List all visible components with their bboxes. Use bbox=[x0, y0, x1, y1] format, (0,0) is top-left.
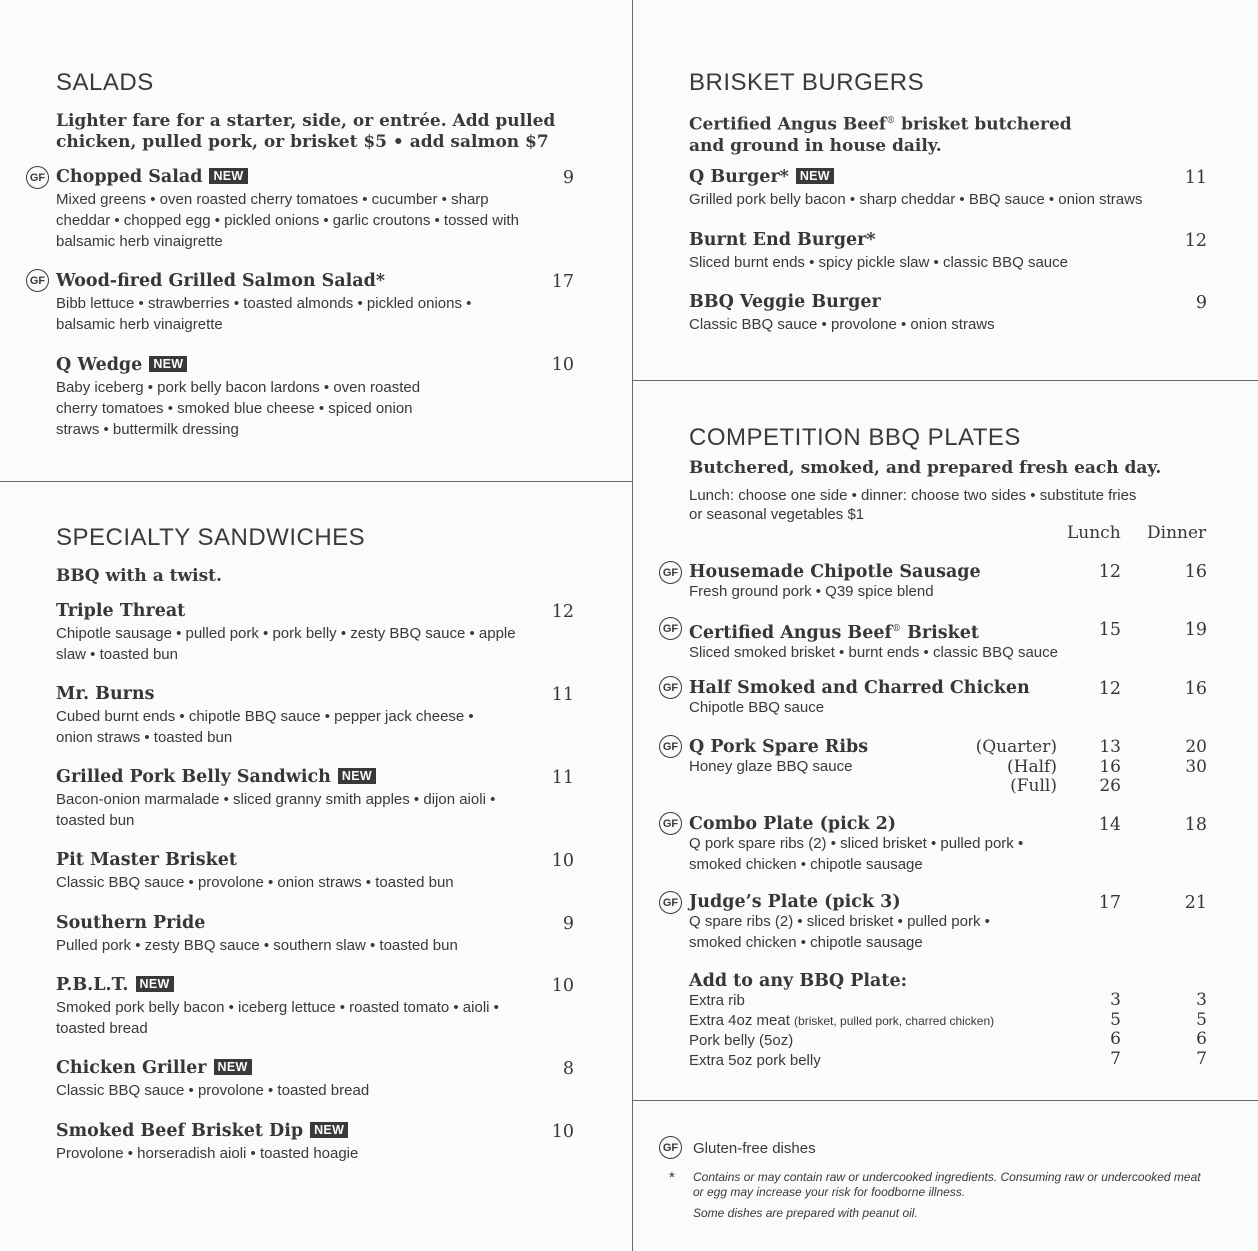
menu-item bbox=[689, 618, 1089, 663]
addon-note: (brisket, pulled pork, charred chicken) bbox=[794, 1014, 995, 1028]
gluten-free-icon: GF bbox=[26, 269, 49, 292]
item-price: 10 bbox=[551, 355, 574, 375]
dinner-price: 3 bbox=[1196, 990, 1207, 1010]
menu-item bbox=[56, 1120, 516, 1164]
subtitle-text: brisket butchered bbox=[895, 114, 1072, 135]
menu-item bbox=[689, 736, 949, 777]
item-description: Classic BBQ sauce • provolone • toasted bread bbox=[56, 1082, 370, 1099]
burgers-title: BRISKET BURGERS bbox=[689, 69, 925, 96]
item-description: Bacon-onion marmalade • sliced granny smith apples • dijon aioli • toasted bun bbox=[56, 791, 496, 829]
item-description: Q spare ribs (2) • sliced brisket • pulled pork • smoked chicken • chipotle sausage bbox=[689, 913, 990, 951]
sandwiches-subtitle: BBQ with a twist. bbox=[56, 566, 222, 586]
item-description: Pulled pork • zesty BBQ sauce • southern slaw • toasted bun bbox=[56, 937, 458, 954]
gluten-free-icon: GF bbox=[659, 891, 682, 914]
item-description: Provolone • horseradish aioli • toasted hoagie bbox=[56, 1145, 359, 1162]
menu-item bbox=[56, 766, 496, 831]
menu-item bbox=[56, 270, 496, 335]
addon-item bbox=[689, 1031, 1049, 1051]
item-name: Wood-fired Grilled Salmon Salad* bbox=[56, 271, 386, 291]
item-name: Chicken Griller bbox=[56, 1058, 207, 1078]
rib-lunch-prices bbox=[1081, 738, 1121, 797]
dinner-price: 7 bbox=[1196, 1048, 1207, 1069]
menu-item bbox=[56, 354, 456, 440]
item-name: Grilled Pork Belly Sandwich bbox=[56, 767, 331, 787]
dinner-price: 6 bbox=[1196, 1029, 1207, 1049]
rib-size-labels bbox=[960, 738, 1057, 797]
new-badge: NEW bbox=[310, 1122, 348, 1138]
lunch-price: 7 bbox=[1110, 1048, 1121, 1069]
salads-subtitle: Lighter fare for a starter, side, or entrée. Add pulled chicken, pulled pork, or brisket $5 • add salmon $7 bbox=[56, 111, 556, 152]
item-name: Combo Plate (pick 2) bbox=[689, 814, 897, 834]
subtitle-text: and ground in house daily. bbox=[689, 135, 942, 156]
gluten-free-icon: GF bbox=[26, 166, 49, 189]
item-name: Mr. Burns bbox=[56, 684, 155, 704]
plates-intro: Lunch: choose one side • dinner: choose two sides • substitute fries or seasonal vegetables $1 bbox=[689, 487, 1137, 523]
new-badge: NEW bbox=[136, 976, 174, 992]
dinner-price: 21 bbox=[1184, 893, 1207, 913]
item-name: Pit Master Brisket bbox=[56, 850, 237, 870]
item-name-end: Brisket bbox=[901, 622, 979, 643]
item-name: Judge’s Plate (pick 3) bbox=[689, 892, 901, 912]
item-name: Housemade Chipotle Sausage bbox=[689, 562, 981, 582]
item-description: Chipotle BBQ sauce bbox=[689, 699, 825, 716]
item-name: P.B.L.T. bbox=[56, 975, 129, 995]
menu-item bbox=[689, 229, 1169, 273]
sandwiches-title: SPECIALTY SANDWICHES bbox=[56, 524, 366, 551]
item-description: Smoked pork belly bacon • iceberg lettuce • roasted tomato • aioli • toasted bread bbox=[56, 999, 499, 1037]
new-badge: NEW bbox=[149, 356, 187, 372]
menu-item bbox=[56, 849, 526, 893]
item-price: 8 bbox=[562, 1059, 574, 1079]
item-description: Mixed greens • oven roasted cherry tomatoes • cucumber • sharp cheddar • chopped egg • pickled onions • garlic croutons • tossed with balsamic herb vinaigrette bbox=[56, 191, 519, 250]
item-description: Grilled pork belly bacon • sharp cheddar • BBQ sauce • onion straws bbox=[689, 191, 1143, 208]
addon-label: Extra 4oz meat bbox=[689, 1012, 795, 1029]
item-price: 10 bbox=[551, 1122, 574, 1142]
dinner-price: 20 bbox=[1185, 737, 1207, 757]
size-label: (Quarter) bbox=[975, 737, 1057, 757]
gluten-free-icon: GF bbox=[659, 676, 682, 699]
peanut-oil-note: Some dishes are prepared with peanut oil. bbox=[693, 1206, 918, 1220]
item-description: Classic BBQ sauce • provolone • onion straws bbox=[689, 316, 995, 333]
item-description: Q pork spare ribs (2) • sliced brisket • pulled pork • smoked chicken • chipotle sausage bbox=[689, 835, 1024, 873]
registered-mark: ® bbox=[892, 624, 901, 634]
addon-list bbox=[689, 991, 1049, 1071]
menu-item bbox=[56, 912, 526, 956]
item-name: Smoked Beef Brisket Dip bbox=[56, 1121, 304, 1141]
item-name: BBQ Veggie Burger bbox=[689, 292, 881, 312]
item-name: Certified Angus Beef bbox=[689, 622, 892, 643]
new-badge: NEW bbox=[796, 168, 834, 184]
gluten-free-icon: GF bbox=[659, 812, 682, 835]
lunch-price: 15 bbox=[1098, 620, 1121, 640]
menu-item bbox=[689, 677, 1069, 718]
item-description: Sliced burnt ends • spicy pickle slaw • classic BBQ sauce bbox=[689, 254, 1068, 271]
item-price: 12 bbox=[551, 602, 574, 622]
size-label: (Full) bbox=[1010, 776, 1057, 796]
item-name: Q Wedge bbox=[56, 355, 143, 375]
item-price: 11 bbox=[551, 768, 574, 788]
addon-lunch-prices bbox=[1081, 991, 1121, 1069]
new-badge: NEW bbox=[338, 768, 376, 784]
addon-item bbox=[689, 991, 1049, 1011]
menu-item bbox=[689, 891, 1029, 953]
item-price: 9 bbox=[1195, 293, 1207, 313]
item-name: Q Pork Spare Ribs bbox=[689, 737, 869, 757]
addon-label: Pork belly (5oz) bbox=[689, 1032, 794, 1049]
dinner-price: 5 bbox=[1196, 1009, 1207, 1030]
item-name: Q Burger* bbox=[689, 167, 789, 187]
dinner-price: 30 bbox=[1185, 756, 1207, 777]
item-name: Triple Threat bbox=[56, 601, 186, 621]
addon-label: Extra rib bbox=[689, 992, 745, 1009]
lunch-price: 13 bbox=[1099, 737, 1121, 757]
item-price: 10 bbox=[551, 851, 574, 871]
lunch-price: 6 bbox=[1110, 1029, 1121, 1049]
dinner-column-header: Dinner bbox=[1147, 523, 1207, 543]
gluten-free-icon: GF bbox=[659, 617, 682, 640]
plates-subtitle: Butchered, smoked, and prepared fresh each day. bbox=[689, 458, 1162, 478]
lunch-price: 3 bbox=[1110, 990, 1121, 1010]
salads-title: SALADS bbox=[56, 69, 154, 96]
addon-label: Extra 5oz pork belly bbox=[689, 1052, 821, 1069]
menu-item bbox=[56, 1057, 516, 1101]
gluten-free-icon: GF bbox=[659, 735, 682, 758]
right-divider-bottom bbox=[633, 1100, 1258, 1101]
item-price: 9 bbox=[562, 914, 574, 934]
item-price: 10 bbox=[551, 976, 574, 996]
new-badge: NEW bbox=[214, 1059, 252, 1075]
right-divider-top bbox=[633, 380, 1258, 381]
asterisk-symbol: * bbox=[669, 1169, 675, 1186]
menu-item bbox=[689, 813, 1049, 875]
item-description: Sliced smoked brisket • burnt ends • classic BBQ sauce bbox=[689, 643, 1058, 661]
gluten-free-icon: GF bbox=[659, 1136, 682, 1159]
menu-item bbox=[56, 600, 516, 665]
rib-dinner-prices bbox=[1167, 738, 1207, 777]
dinner-price: 19 bbox=[1184, 620, 1207, 640]
menu-item bbox=[56, 683, 496, 748]
lunch-price: 16 bbox=[1099, 756, 1121, 777]
lunch-price: 26 bbox=[1099, 776, 1121, 796]
burgers-subtitle bbox=[689, 111, 1109, 157]
addon-dinner-prices bbox=[1167, 991, 1207, 1069]
dinner-price: 16 bbox=[1184, 679, 1207, 699]
item-name: Southern Pride bbox=[56, 913, 206, 933]
item-description: Bibb lettuce • strawberries • toasted almonds • pickled onions • balsamic herb vinaigrette bbox=[56, 295, 472, 333]
plates-title: COMPETITION BBQ PLATES bbox=[689, 424, 1021, 451]
menu-item bbox=[56, 974, 516, 1039]
item-price: 11 bbox=[551, 685, 574, 705]
item-description: Honey glaze BBQ sauce bbox=[689, 758, 853, 775]
item-description: Classic BBQ sauce • provolone • onion straws • toasted bun bbox=[56, 874, 454, 891]
addon-item bbox=[689, 1051, 1049, 1071]
item-price: 11 bbox=[1184, 168, 1207, 188]
new-badge: NEW bbox=[209, 168, 247, 184]
lunch-price: 14 bbox=[1098, 815, 1121, 835]
item-price: 12 bbox=[1184, 231, 1207, 251]
addon-item bbox=[689, 1011, 1049, 1031]
lunch-price: 17 bbox=[1098, 893, 1121, 913]
item-price: 17 bbox=[551, 272, 574, 292]
registered-mark: ® bbox=[886, 116, 896, 126]
item-name: Half Smoked and Charred Chicken bbox=[689, 678, 1030, 698]
left-divider bbox=[0, 481, 632, 482]
gluten-free-legend: Gluten-free dishes bbox=[693, 1140, 816, 1157]
item-price: 9 bbox=[562, 168, 574, 188]
item-name: Burnt End Burger* bbox=[689, 230, 876, 250]
dinner-price: 16 bbox=[1184, 562, 1207, 582]
addons-title: Add to any BBQ Plate: bbox=[689, 971, 908, 991]
size-label: (Half) bbox=[1007, 756, 1057, 777]
lunch-price: 12 bbox=[1098, 562, 1121, 582]
dinner-price: 18 bbox=[1184, 815, 1207, 835]
menu-item bbox=[689, 561, 1069, 602]
item-description: Cubed burnt ends • chipotle BBQ sauce • pepper jack cheese • onion straws • toasted bun bbox=[56, 708, 474, 746]
item-description: Chipotle sausage • pulled pork • pork belly • zesty BBQ sauce • apple slaw • toasted bun bbox=[56, 625, 516, 663]
lunch-price: 12 bbox=[1098, 679, 1121, 699]
item-name: Chopped Salad bbox=[56, 167, 203, 187]
item-description: Fresh ground pork • Q39 spice blend bbox=[689, 583, 934, 600]
lunch-column-header: Lunch bbox=[1067, 523, 1121, 543]
menu-item bbox=[689, 291, 1169, 335]
center-divider bbox=[632, 0, 633, 1251]
lunch-price: 5 bbox=[1110, 1009, 1121, 1030]
menu-item bbox=[56, 166, 536, 252]
menu-item bbox=[689, 166, 1169, 210]
gluten-free-icon: GF bbox=[659, 561, 682, 584]
raw-food-warning: Contains or may contain raw or undercooked ingredients. Consuming raw or undercooked meat or egg may increase your risk for foodborne illness. bbox=[693, 1170, 1201, 1199]
subtitle-text: Certified Angus Beef bbox=[689, 114, 887, 135]
item-description: Baby iceberg • pork belly bacon lardons • oven roasted cherry tomatoes • smoked blue cheese • spiced onion straws • buttermilk dressing bbox=[56, 379, 421, 438]
